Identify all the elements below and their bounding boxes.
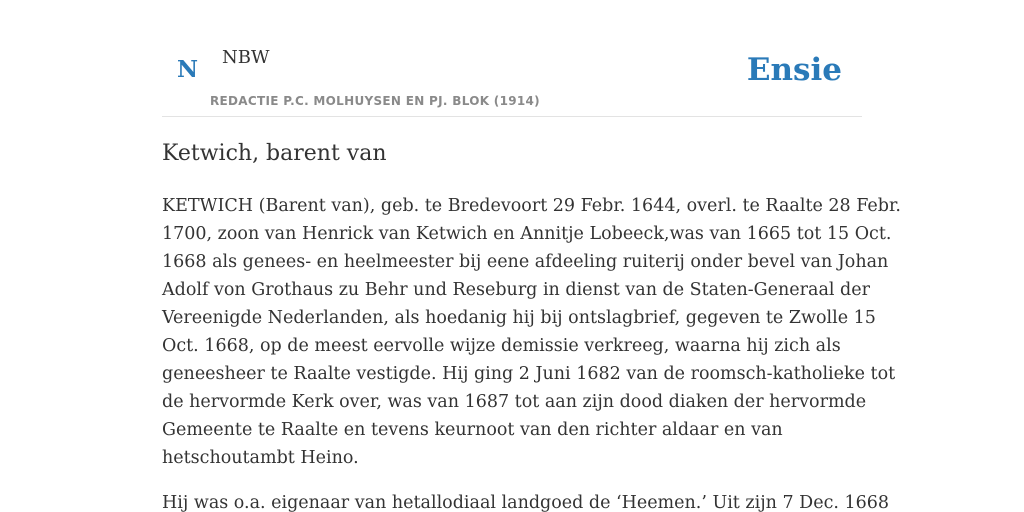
article-text-line: KETWICH (Barent van), geb. te Bredevoort 29 Febr. 1644, overl. te Raalte 28 Febr. (162, 196, 901, 216)
article-text-line: Hij was o.a. eigenaar van hetallodiaal landgoed de ‘Heemen.’ Uit zijn 7 Dec. 1668 (162, 493, 890, 512)
article-text-line: Oct. 1668, op de meest eervolle wijze demissie verkreeg, waarna hij zich als (162, 336, 841, 356)
article-text-line: Vereenigde Nederlanden, als hoedanig hij bij ontslagbrief, gegeven te Zwolle 15 (162, 308, 876, 328)
article-content (162, 192, 901, 512)
article-text-line: de hervormde Kerk over, was van 1687 tot aan zijn dood diaken der hervormde (162, 392, 867, 412)
article-text-line: 1700, zoon van Henrick van Ketwich en Annitje Lobeeck,was van 1665 tot 15 Oct. (162, 224, 892, 244)
source-logo[interactable]: N (177, 56, 199, 83)
article-text-line: geneesheer te Raalte vestigde. Hij ging 2 Juni 1682 van de roomsch-katholieke tot (162, 364, 896, 384)
source-editors: REDACTIE P.C. MOLHUYSEN EN PJ. BLOK (1914) (210, 94, 540, 108)
article-title: Ketwich, barent van (162, 141, 387, 166)
brand-logo[interactable]: Ensie (746, 52, 842, 88)
site-header (162, 0, 862, 117)
article-text-line: 1668 als genees- en heelmeester bij eene afdeeling ruiterij onder bevel van Johan (162, 252, 889, 272)
source-abbreviation[interactable]: NBW (222, 47, 270, 68)
article-text-line: Gemeente te Raalte en tevens keurnoot van den richter aldaar en van (162, 420, 783, 440)
article-text-line: Adolf von Grothaus zu Behr und Reseburg in dienst van de Staten-Generaal der (162, 280, 870, 300)
article-text-line: hetschoutambt Heino. (162, 448, 359, 468)
